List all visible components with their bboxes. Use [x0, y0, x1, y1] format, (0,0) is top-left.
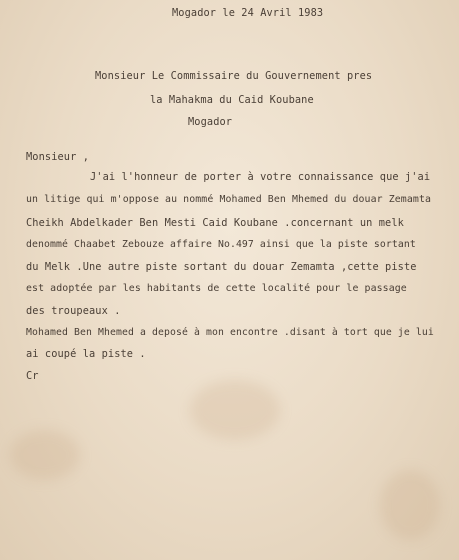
recipient-line: la Mahakma du Caid Koubane	[150, 94, 314, 106]
paper-stain	[10, 430, 80, 480]
body-line: un litige qui m'oppose au nommé Mohamed Ben Mhemed du douar Zemamta	[26, 194, 432, 205]
paper-stain	[190, 380, 280, 440]
date-line: Mogador le 24 Avril 1983	[172, 7, 324, 19]
body-line: est adoptée par les habitants de cette localité pour le passage	[26, 283, 407, 294]
recipient-line: Monsieur Le Commissaire du Gouvernement pres	[95, 70, 373, 82]
body-line: denommé Chaabet Zebouze affaire No.497 ainsi que la piste sortant	[26, 239, 416, 250]
body-line: du Melk .Une autre piste sortant du douar Zemamta ,cette piste	[26, 261, 417, 273]
body-line: Mohamed Ben Mhemed a deposé à mon encontre .disant à tort que je lui	[26, 327, 434, 338]
body-line: Cheikh Abdelkader Ben Mesti Caid Koubane .concernant un melk	[26, 217, 404, 229]
body-line: ai coupé la piste .	[26, 348, 146, 360]
salutation: Monsieur ,	[26, 151, 89, 163]
closing: Cr	[26, 370, 39, 382]
paper-stain	[380, 470, 440, 540]
body-line: J'ai l'honneur de porter à votre connaissance que j'ai	[90, 171, 431, 183]
body-line: des troupeaux .	[26, 305, 121, 317]
recipient-line: Mogador	[188, 116, 233, 128]
